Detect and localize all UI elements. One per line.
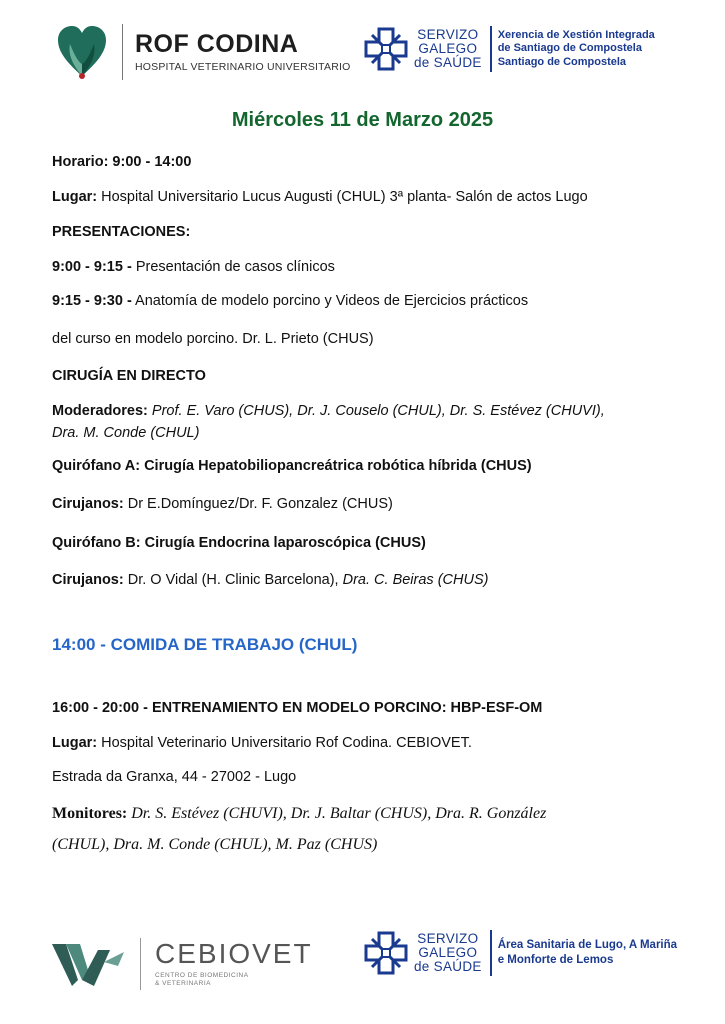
cebiovet-mark-icon <box>52 940 126 988</box>
xerencia-line2: de Santiago de Compostela <box>497 42 642 55</box>
rof-name: ROF CODINA <box>135 30 299 58</box>
cirujanos-a-label: Cirujanos: <box>52 496 124 512</box>
area-sanitaria-text <box>498 938 677 968</box>
presentacion-2-continued: del curso en modelo porcino. Dr. L. Prieto (CHUS) <box>52 331 374 347</box>
cirujanos-b-names: Dr. O Vidal (H. Clinic Barcelona), <box>123 572 343 588</box>
sergas-line2: GALEGO <box>418 945 478 960</box>
monitores-names-1: Dr. S. Estévez (CHUVI), Dr. J. Baltar (CHUS), Dra. R. González <box>127 805 547 822</box>
moderadores-names-2: Dra. M. Conde (CHUL) <box>52 425 200 441</box>
lugar2-value: Hospital Veterinario Universitario Rof Codina. CEBIOVET. <box>97 735 472 751</box>
sergas-line2: GALEGO <box>418 41 478 56</box>
cirujanos-a-line <box>52 496 393 512</box>
moderadores-label: Moderadores: <box>52 403 148 419</box>
horario-line: Horario: 9:00 - 14:00 <box>52 154 192 170</box>
page-title: Miércoles 11 de Marzo 2025 <box>231 109 494 131</box>
cirujanos-b-label: Cirujanos: <box>52 572 124 588</box>
monitores-line-1 <box>52 805 546 823</box>
quirofano-a: Quirófano A: Cirugía Hepatobiliopancreátrica robótica híbrida (CHUS) <box>52 458 532 474</box>
sergas-line1: SERVIZO <box>417 931 479 946</box>
quirofano-b: Quirófano B: Cirugía Endocrina laparoscópica (CHUS) <box>52 535 426 551</box>
sergas-lugo-logo <box>364 930 677 976</box>
cirujanos-b-italic: Dra. C. Beiras (CHUS) <box>342 572 489 588</box>
comida-line: 14:00 - COMIDA DE TRABAJO (CHUL) <box>52 635 358 654</box>
sergas-line1: SERVIZO <box>417 27 479 42</box>
sergas-line3: de SAÚDE <box>414 55 482 70</box>
rof-heart-icon <box>56 24 108 80</box>
lugar-line <box>52 189 588 205</box>
logo-divider <box>122 24 123 80</box>
lugar-label: Lugar: <box>52 189 98 205</box>
xerencia-line3: Santiago de Compostela <box>497 55 627 68</box>
cebiovet-logo <box>52 938 313 990</box>
rof-subtitle: HOSPITAL VETERINARIO UNIVERSITARIO <box>135 61 351 73</box>
presentacion-2-text: Anatomía de modelo porcino y Videos de Ejercicios prácticos <box>131 293 529 309</box>
rof-codina-logo <box>56 24 350 80</box>
monitores-label: Monitores: <box>52 805 128 822</box>
presentacion-2 <box>52 293 528 309</box>
sergas-cross-icon <box>364 931 408 975</box>
moderadores-line-1 <box>52 403 605 419</box>
cebiovet-sub-1: CENTRO DE BIOMEDICINA <box>155 972 249 979</box>
presentaciones-heading: PRESENTACIONES: <box>52 224 191 240</box>
lugar2-label: Lugar: <box>52 735 98 751</box>
presentacion-1-text: Presentación de casos clínicos <box>131 259 335 275</box>
monitores-names-2: (CHUL), Dra. M. Conde (CHUL), M. Paz (CHUS) <box>52 836 378 853</box>
cirugia-heading: CIRUGÍA EN DIRECTO <box>52 368 206 384</box>
area-line2: e Monforte de Lemos <box>497 954 614 966</box>
sergas-wordmark <box>414 28 482 70</box>
xerencia-line1: Xerencia de Xestión Integrada <box>497 28 655 41</box>
cirujanos-b-line <box>52 572 488 588</box>
lugar2-line <box>52 735 472 751</box>
sergas-divider <box>490 930 492 976</box>
sergas-cross-icon <box>364 27 408 71</box>
entrenamiento-line: 16:00 - 20:00 - ENTRENAMIENTO EN MODELO PORCINO: HBP-ESF-OM <box>52 700 543 716</box>
cebiovet-sub-2: & VETERINARIA <box>155 980 211 987</box>
moderadores-names-1: Prof. E. Varo (CHUS), Dr. J. Couselo (CHUL), Dr. S. Estévez (CHUVI), <box>147 403 605 419</box>
area-line1: Área Sanitaria de Lugo, A Mariña <box>497 939 678 951</box>
presentacion-2-time: 9:15 - 9:30 - <box>52 293 132 309</box>
sergas-line3: de SAÚDE <box>414 959 482 974</box>
cebiovet-name: CEBIOVET <box>155 938 313 969</box>
xerencia-text <box>498 29 655 70</box>
presentacion-1-time: 9:00 - 9:15 - <box>52 259 132 275</box>
sergas-santiago-logo <box>364 26 655 72</box>
direccion-line: Estrada da Granxa, 44 - 27002 - Lugo <box>52 769 297 785</box>
lugar-value: Hospital Universitario Lucus Augusti (CHUL) 3ª planta- Salón de actos Lugo <box>97 189 588 205</box>
presentacion-1 <box>52 259 335 275</box>
page-header <box>0 20 725 90</box>
sergas-wordmark <box>414 932 482 974</box>
cirujanos-a-names: Dr E.Domínguez/Dr. F. Gonzalez (CHUS) <box>123 496 393 512</box>
cebiovet-divider <box>140 938 141 990</box>
sergas-divider <box>490 26 492 72</box>
